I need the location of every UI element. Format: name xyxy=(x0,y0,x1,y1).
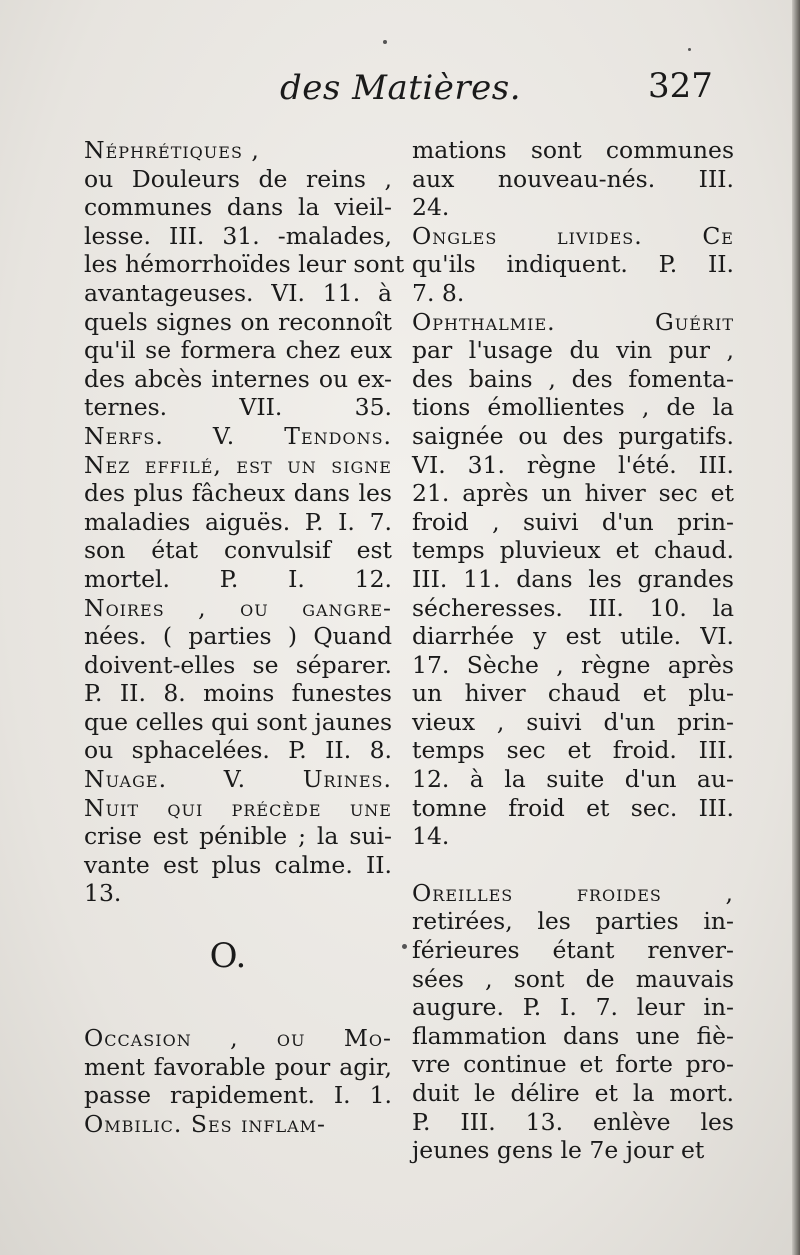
text-line: temps sec et froid. III. xyxy=(412,736,734,765)
text-line: doivent-elles se séparer. xyxy=(84,650,392,679)
text-line: Oreilles froides , xyxy=(412,878,734,907)
text-line: duit le délire et la mort. xyxy=(412,1079,734,1107)
text-line: aux nouveau-nés. III. xyxy=(412,164,734,193)
text-line: 21. après un hiver sec et xyxy=(412,479,734,508)
text-line: quels signes on reconnoît xyxy=(84,307,392,336)
text-line: des plus fâcheux dans les xyxy=(84,479,392,508)
page-number: 327 xyxy=(648,66,713,106)
text-line: nées. ( parties ) Quand xyxy=(84,622,392,651)
text-line: 14. xyxy=(412,822,450,851)
text-line: 17. Sèche , règne après xyxy=(412,650,734,679)
left-column-text xyxy=(84,136,405,908)
text-line: vieux , suivi d'un prin- xyxy=(412,707,734,736)
page-edge-shadow xyxy=(792,0,800,1255)
text-line: sécheresses. III. 10. la xyxy=(412,593,734,622)
text-line: temps pluvieux et chaud. xyxy=(412,536,734,565)
text-line: Nez effilé, est un signe xyxy=(84,450,392,479)
text-line: Ophthalmie. Guérit xyxy=(412,307,734,336)
text-line: VI. 31. règne l'été. III. xyxy=(412,450,734,479)
text-line: III. 11. dans les grandes xyxy=(412,564,734,593)
text-line: Ombilic. Ses inflam- xyxy=(84,1109,326,1138)
text-line: jeunes gens le 7e jour et xyxy=(412,1136,705,1165)
text-line: crise est pénible ; la sui- xyxy=(84,822,392,851)
text-line: des bains , des fomenta- xyxy=(412,364,734,393)
text-line: férieures étant renver- xyxy=(412,936,734,965)
text-line: retirées, les parties in- xyxy=(412,907,734,936)
text-line: P. III. 13. enlève les xyxy=(412,1107,734,1136)
left-column xyxy=(84,136,405,1138)
text-line: qu'il se formera chez eux xyxy=(84,336,392,365)
text-line: tions émollientes , de la xyxy=(412,393,734,422)
running-head: des Matières. xyxy=(280,68,522,108)
text-line: son état convulsif est xyxy=(84,536,392,565)
text-line: passe rapidement. I. 1. xyxy=(84,1081,392,1110)
text-line: un hiver chaud et plu- xyxy=(412,679,734,708)
text-line: ou sphacelées. P. II. 8. xyxy=(84,736,392,765)
text-line: ment favorable pour agir, xyxy=(84,1052,392,1081)
text-line: Noires , ou gangre- xyxy=(84,593,392,622)
left-column-text-2 xyxy=(84,1024,392,1138)
ink-speck xyxy=(688,48,691,51)
text-line: Nuit qui précède une xyxy=(84,793,392,822)
right-column xyxy=(412,136,734,1165)
text-line: avantageuses. VI. 11. à xyxy=(84,278,392,307)
text-line: flammation dans une fiè- xyxy=(412,1021,734,1050)
text-line: des abcès internes ou ex- xyxy=(84,364,392,393)
text-line: ternes. VII. 35. xyxy=(84,393,392,422)
text-line: vre continue et forte pro- xyxy=(412,1050,734,1079)
right-column-text xyxy=(412,136,734,851)
ink-speck xyxy=(402,944,407,949)
ink-speck xyxy=(383,40,387,44)
text-line: lesse. III. 31. -malades, xyxy=(84,221,392,250)
text-line: les hémorrhoïdes leur sont xyxy=(84,250,405,279)
text-line: Nuage. V. Urines. xyxy=(84,765,392,794)
text-line: qu'ils indiquent. P. II. xyxy=(412,250,734,279)
text-line: 12. à la suite d'un au- xyxy=(412,765,734,794)
text-line: par l'usage du vin pur , xyxy=(412,336,734,365)
text-line: mations sont communes xyxy=(412,136,734,164)
text-line: Ongles livides. Ce xyxy=(412,221,734,250)
text-line: 13. xyxy=(84,879,122,908)
text-line: augure. P. I. 7. leur in- xyxy=(412,993,734,1022)
text-line: vante est plus calme. II. xyxy=(84,850,392,879)
text-line: maladies aiguës. P. I. 7. xyxy=(84,507,392,536)
text-line: saignée ou des purgatifs. xyxy=(412,421,734,450)
text-line: mortel. P. I. 12. xyxy=(84,564,392,593)
text-line: ou Douleurs de reins , xyxy=(84,164,392,193)
right-column-text-2 xyxy=(412,879,734,1165)
section-letter: O. xyxy=(209,936,247,977)
text-line: sées , sont de mauvais xyxy=(412,964,734,993)
text-line: diarrhée y est utile. VI. xyxy=(412,622,734,651)
text-line: communes dans la vieil- xyxy=(84,193,392,222)
text-line: 24. xyxy=(412,193,450,222)
text-line: 7. 8. xyxy=(412,278,465,307)
text-line: tomne froid et sec. III. xyxy=(412,793,734,822)
text-line: Néphrétiques , xyxy=(84,136,260,164)
text-line: Nerfs. V. Tendons. xyxy=(84,421,392,450)
text-line: Occasion , ou Mo- xyxy=(84,1024,392,1053)
text-line: que celles qui sont jaunes xyxy=(84,707,393,736)
text-line: froid , suivi d'un prin- xyxy=(412,507,734,536)
text-line: P. II. 8. moins funestes xyxy=(84,679,392,708)
